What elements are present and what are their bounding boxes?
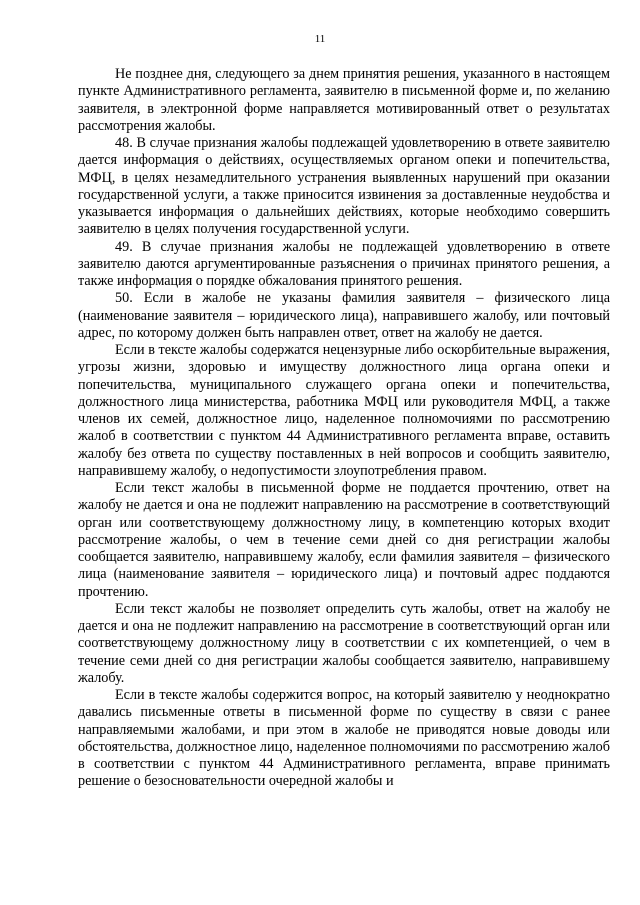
document-body xyxy=(78,66,610,791)
page-number: 11 xyxy=(314,33,326,45)
paragraph-obscene-content: Если в тексте жалобы содержатся нецензурные либо оскорбительные выражения, угрозы жизни, здоровью и имуществу должностного лица органа опеки и попечительства, муниципального служащего органа опеки и попечительства, должностного лица министерства, работника МФЦ или руководителя МФЦ, а также членов их семей, должностное лицо, наделенное полномочиями по рассмотрению жалоб в соответствии с пунктом 44 Административного регламента вправе, оставить жалобу без ответа по существу поставленных в ней вопросов и сообщить заявителю, направившему жалобу, о недопустимости злоупотребления правом. xyxy=(78,342,610,479)
paragraph-undefined-essence: Если текст жалобы не позволяет определить суть жалобы, ответ на жалобу не дается и она не подлежит направлению на рассмотрение в соответствующий орган или соответствующему должностному лицу в соответствии с их компетенцией, о чем в течение семи дней со дня регистрации жалобы сообщается заявителю, направившему жалобу. xyxy=(78,600,610,686)
paragraph-50: 50. Если в жалобе не указаны фамилия заявителя – физического лица (наименование заявителя – юридического лица), направившего жалобу, или почтовый адрес, по которому должен быть направлен ответ, ответ на жалобу не дается. xyxy=(78,290,610,341)
paragraph-48: 48. В случае признания жалобы подлежащей удовлетворению в ответе заявителю дается информация о действиях, осуществляемых органом опеки и попечительства, МФЦ, в целях незамедлительного устранения выявленных нарушений при оказании государственной услуги, а также приносится извинения за доставленные неудобства и указывается информация о дальнейших действиях, которые необходимо совершить заявителю в целях получения государственной услуги. xyxy=(78,135,610,238)
paragraph-unreadable-text: Если текст жалобы в письменной форме не поддается прочтению, ответ на жалобу не дается и она не подлежит направлению на рассмотрение в соответствующий орган или соответствующему должностному лицу, в компетенцию которых входит рассмотрение жалобы, о чем в течение семи дней со дня регистрации жалобы сообщается заявителю, направившему жалобу, если фамилия заявителя – физического лица (наименование заявителя – юридического лица) и почтовый адрес поддаются прочтению. xyxy=(78,480,610,600)
paragraph-49: 49. В случае признания жалобы не подлежащей удовлетворению в ответе заявителю даются аргументированные разъяснения о причинах принятого решения, а также информация о порядке обжалования принятого решения. xyxy=(78,238,610,289)
paragraph-repeated-question: Если в тексте жалобы содержится вопрос, на который заявителю у неоднократно давались письменные ответы в письменной форме по существу в связи с ранее направляемыми жалобами, и при этом в жалобе не приводятся новые доводы или обстоятельства, должностное лицо, наделенное полномочиями по рассмотрению жалоб в соответствии с пунктом 44 Административного регламента, вправе принимать решение о безосновательности очередной жалобы и xyxy=(78,687,610,790)
paragraph-response-deadline: Не позднее дня, следующего за днем принятия решения, указанного в настоящем пункте Административного регламента, заявителю в письменной форме и, по желанию заявителя, в электронной форме направляется мотивированный ответ о результатах рассмотрения жалобы. xyxy=(78,66,610,134)
